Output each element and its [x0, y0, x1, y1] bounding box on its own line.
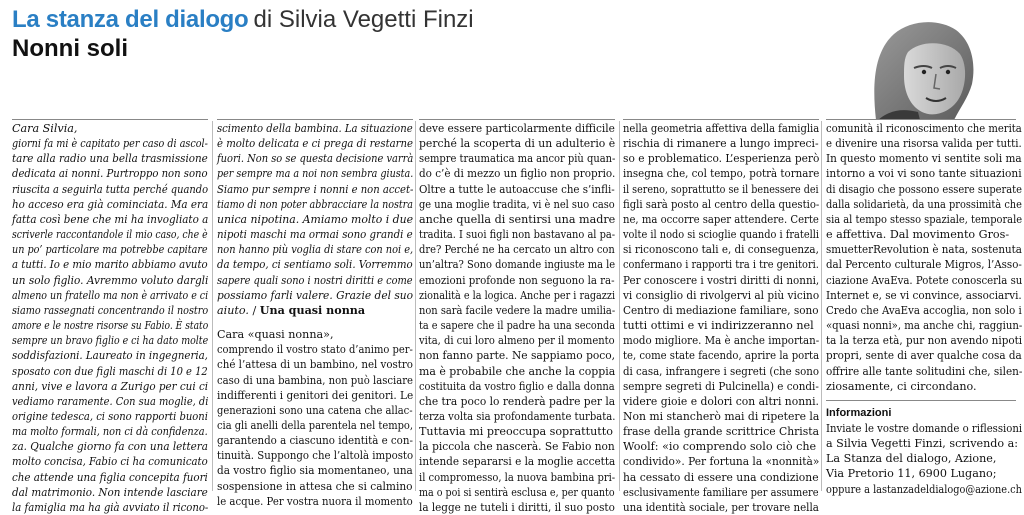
text-line: Oltre a tutte le autoaccuse che s’infli- — [419, 182, 615, 196]
text-line: ma molto formali, non ci dà confidenza. — [12, 425, 208, 439]
text-line: possiamo farli valere. Grazie del suo — [217, 288, 414, 302]
header-rule-3 — [419, 119, 615, 120]
text-line: molto concisa, Fabio ci ha comunicato — [12, 455, 208, 469]
text-line: Cara Silvia, — [12, 122, 78, 135]
text-line: che tra poco lo renderà padre per la — [419, 394, 616, 408]
text-line: di casa, infrangere i segreti (che sono — [623, 364, 819, 378]
signoff-text: aiuto. — [217, 303, 249, 317]
text-line: scimento della bambina. La situazione — [217, 122, 413, 135]
text-line: la piccola che nascerà. Se Fabio non — [419, 440, 615, 454]
info-line: Inviate le vostre domande o riflessioni — [826, 421, 1023, 435]
text-line: ta e sapere che il padre ha una seconda — [419, 319, 616, 333]
spacer — [217, 318, 413, 327]
text-line: dal Percento culturale Migros, l’Asso- — [826, 258, 1022, 272]
text-line: un solo figlio. Avremmo voluto dargli — [12, 273, 209, 287]
column-4 — [623, 121, 819, 515]
text-line: so e problematico. L’esperienza però — [623, 152, 820, 166]
text-line: do c’è di mezzo un figlio non proprio. — [419, 167, 616, 181]
text-line: sia al tempo stesso spaziale, temporale — [826, 212, 1023, 226]
text-line: un’altra? Sono domande ingiuste ma le — [419, 258, 616, 272]
text-line: che attende una figlia concepita fuori — [12, 470, 208, 484]
text-line: esclusivamente familiare per assumere — [623, 485, 819, 499]
text-line: ta la terza età, pur non avendo nipoti — [826, 334, 1023, 348]
text-line: per sempre ma a noi non sembra giusta. — [217, 167, 414, 181]
info-line: La Stanza del dialogo, Azione, — [826, 452, 997, 466]
text-line: sempre traumatica ma ancor più quan- — [419, 152, 616, 166]
text-line: dal matrimonio. Non intende lasciare — [12, 485, 208, 499]
text-line: il compromesso, la nuova bambina pri- — [419, 470, 616, 484]
text-line: offrire alle tante solitudini che, silen- — [826, 364, 1023, 378]
text-line: fatta così bene che mi ha invogliato a — [12, 212, 209, 226]
text-line: non fanno parte. Ne sappiamo poco, — [419, 349, 616, 363]
text-line: Cara «quasi nonna», — [217, 328, 334, 342]
text-line: anni, vive e lavora a Zurigo per cui ci — [12, 379, 209, 393]
text-line: giorni fa mi è capitato per caso di ascol- — [12, 137, 208, 151]
text-line: soddisfazioni. Laureato in ingegneria, — [12, 349, 208, 363]
text-line: dedicata ai nonni. Purtroppo non sono — [12, 167, 208, 181]
author-byline: di Silvia Vegetti Finzi — [253, 6, 474, 33]
text-line: comprendo il vostro stato d’animo per- — [217, 343, 413, 357]
text-line: deve essere particolarmente difficile — [419, 122, 615, 135]
text-line: emozioni profonde non seguono la ra- — [419, 273, 615, 287]
info-divider — [826, 400, 1016, 401]
column-1-letter — [12, 121, 208, 515]
info-line: a Silvia Vegetti Finzi, scrivendo a: — [826, 437, 1019, 451]
info-email-line: oppure a lastanzadeldialogo@azione.ch — [826, 482, 1022, 496]
text-line: è molto delicata e ci prega di restarne — [217, 137, 414, 151]
text-line: ché l’attesa di un bambino, nel vostro — [217, 358, 413, 372]
text-line: vita, di cui loro almeno per il momento — [419, 334, 615, 348]
text-line: Tuttavia mi preoccupa soprattutto — [419, 425, 613, 439]
text-line: da vostro figlio sia momentaneo, una — [217, 464, 413, 478]
text-line: generazioni sono una catena che allac- — [217, 403, 413, 417]
text-line: intorno a voi vi sono tante situazioni — [826, 167, 1022, 181]
info-line: Via Pretorio 11, 6900 Lugano; — [826, 467, 997, 481]
text-line: condivido». Per fortuna la «nonnità» — [623, 455, 820, 469]
text-line: vediamo raramente. Con sua moglie, di — [12, 394, 209, 408]
text-line: nella geometria affettiva della famiglia — [623, 122, 820, 135]
info-box-title: Informazioni — [826, 406, 892, 419]
text-line: riuscita a seguirla tutta perché quando — [12, 182, 209, 196]
text-line: modo migliore. Ma è anche importan- — [623, 334, 820, 348]
text-line: siamo rassegnati concentrando il nostro — [12, 303, 209, 317]
text-line: sempre un bravo figlio e ci ha dato molte — [12, 334, 209, 348]
text-line: ma o poi si sentirà esclusa e, per quanto — [419, 485, 615, 499]
text-line: cia gli anelli della parentela nel tempo, — [217, 418, 414, 432]
text-line: le acque. Per vostra nuora il momento — [217, 494, 413, 508]
text-line: sposato con due figli maschi di 10 e 12 — [12, 364, 208, 378]
article-title: Nonni soli — [12, 35, 128, 62]
text-line: tutti ottimi e vi indirizzeranno nel — [623, 319, 814, 333]
text-line: videre gioie e dolori con altri nonni. — [623, 394, 819, 408]
column-separator — [821, 121, 822, 491]
text-line: unica nipotina. Amiamo molto i due — [217, 212, 414, 226]
letter-signature: Una quasi nonna — [259, 303, 366, 317]
text-line: nipoti maschi ma ormai sono grandi e — [217, 228, 413, 242]
column-2 — [217, 121, 413, 509]
text-line: volte il nodo si scioglie quando i fratelli — [623, 228, 820, 242]
header-rule-4 — [623, 119, 819, 120]
column-separator — [212, 121, 213, 491]
text-line: tiamo di non poter abbracciare la nostra — [217, 197, 413, 211]
text-line: Credo che AvaEva accoglia, non solo i — [826, 303, 1022, 317]
text-line: perché la scoperta di un adulterio è — [419, 137, 616, 151]
text-line: dalla solidarietà, da una prossimità che — [826, 197, 1022, 211]
column-5 — [826, 121, 1022, 497]
text-line: una identità sociale, per trovare nella — [623, 500, 819, 514]
text-line: tinuità. Suppongo che l’altolà imposto — [217, 449, 414, 463]
text-line: caso di una bambina, non può lasciare — [217, 373, 413, 387]
text-line: za. Qualche giorno fa con una lettera — [12, 440, 208, 454]
text-line: di disagio che possono essere superate — [826, 182, 1022, 196]
text-line: vi consiglio di rivolgervi al più vicino — [623, 288, 820, 302]
text-line: terza volta sia profondamente turbata. — [419, 409, 616, 423]
text-line: propri, sente di aver qualche cosa da — [826, 349, 1022, 363]
header-rule-2 — [217, 119, 413, 120]
text-line: sospensione in attesa che si calmino — [217, 479, 413, 493]
text-line: un po’ particolare ma potrebbe capitare — [12, 243, 208, 257]
text-line: indifferenti i genitori dei genitori. Le — [217, 388, 414, 402]
text-line: te, come state facendo, aprire la porta — [623, 349, 820, 363]
signoff-line: aiuto. / Una quasi nonna — [217, 303, 366, 317]
text-line: origine tedesca, ci sono rapporti buoni — [12, 409, 208, 423]
text-line: Non mi stancherò mai di ripetere la — [623, 409, 820, 423]
text-line: la legge ne tuteli i diritti, il suo posto — [419, 500, 615, 514]
text-line: frase della grande scrittrice Christa — [623, 425, 820, 439]
text-line: almeno un fratello ma non è arrivato e ci — [12, 288, 209, 302]
text-line: In questo momento vi sentite soli ma — [826, 152, 1022, 166]
text-line: ge una moglie tradita, vi è nel suo caso — [419, 197, 615, 211]
text-line: ho acceso era già cominciata. Ma era — [12, 197, 209, 211]
text-line: fuori. Non so se questa decisione varrà — [217, 152, 414, 166]
text-line: garantendo a ciascuno identità e con- — [217, 434, 413, 448]
text-line: ma è probabile che anche la coppia — [419, 364, 616, 378]
text-line: non hanno più voglia di stare con noi e, — [217, 243, 414, 257]
text-line: dre? Perché ne ha cercato un altro con — [419, 243, 615, 257]
text-line: figli sarà posto al centro della questio- — [623, 197, 820, 211]
text-line: «quasi nonni», ma anche chi, raggiun- — [826, 319, 1023, 333]
text-line: non sarà facile vedere la madre umilia- — [419, 303, 616, 317]
text-line: ziosamente, ci circondano. — [826, 379, 977, 393]
text-line: da tempo, ci sentiamo soli. Vorremmo — [217, 258, 413, 272]
text-line: Per conoscere i vostri diritti di nonni, — [623, 273, 820, 287]
column-separator — [415, 121, 416, 491]
text-line: Centro di mediazione familiare, sono — [623, 303, 819, 317]
text-line: confermano i rapporti tra i tre genitori. — [623, 258, 819, 272]
text-line: Woolf: «io comprendo solo ciò che — [623, 440, 817, 454]
text-line: tare alla radio una bella trasmissione — [12, 152, 208, 166]
text-line: la famiglia ma ha già avviato il ricono- — [12, 500, 209, 514]
text-line: e divenire una risorsa valida per tutti. — [826, 137, 1022, 151]
text-line: insegna che, col tempo, potrà tornare — [623, 167, 820, 181]
text-line: rischia di rimanere a lungo impreci- — [623, 137, 819, 151]
rubric-header — [12, 8, 474, 32]
text-line: ne, ma occorre saper attendere. Certe — [623, 212, 819, 226]
text-line: smuetterRevolution è nata, sostenuta — [826, 243, 1022, 257]
column-3 — [419, 121, 615, 515]
text-line: intende separarsi e la moglie accetta — [419, 455, 616, 469]
text-line: zionalità e la logica. Anche per i ragazzi — [419, 288, 616, 302]
text-line: ha cessato di essere una condizione — [623, 470, 819, 484]
column-separator — [619, 121, 620, 491]
text-line: costituita da vostro figlio e dalla donna — [419, 379, 615, 393]
author-portrait-image — [838, 12, 998, 120]
text-line: scriverle raccontandole il mio caso, che è — [12, 228, 208, 242]
rubric-title: La stanza del dialogo — [12, 6, 249, 33]
header-rule-1 — [12, 119, 208, 120]
text-line: ciazione AvaEva. Potete conoscerla su — [826, 273, 1023, 287]
text-line: amore e le nostre risorse su Fabio. È stato — [12, 319, 209, 333]
text-line: a tutti. Io e mio marito abbiamo avuto — [12, 258, 208, 272]
text-line: tradita. I suoi figli non bastavano al pa- — [419, 228, 616, 242]
text-line: sapere quali sono i nostri diritti e come — [217, 273, 413, 287]
text-line: Siamo pur sempre i nonni e non accet- — [217, 182, 414, 196]
text-line: il sereno, soprattutto se il benessere dei — [623, 182, 819, 196]
text-line: si riconoscono tali e, di conseguenza, — [623, 243, 819, 257]
text-line: comunità il riconoscimento che merita — [826, 122, 1022, 135]
text-line: sempre segreti di Pulcinella) e condi- — [623, 379, 819, 393]
text-line: Internet e, se vi convince, associarvi. — [826, 288, 1022, 302]
text-line: e affettiva. Dal movimento Gros- — [826, 228, 1010, 242]
text-line: anche quella di sentirsi una madre — [419, 212, 616, 226]
header-rule-5 — [826, 119, 1016, 120]
